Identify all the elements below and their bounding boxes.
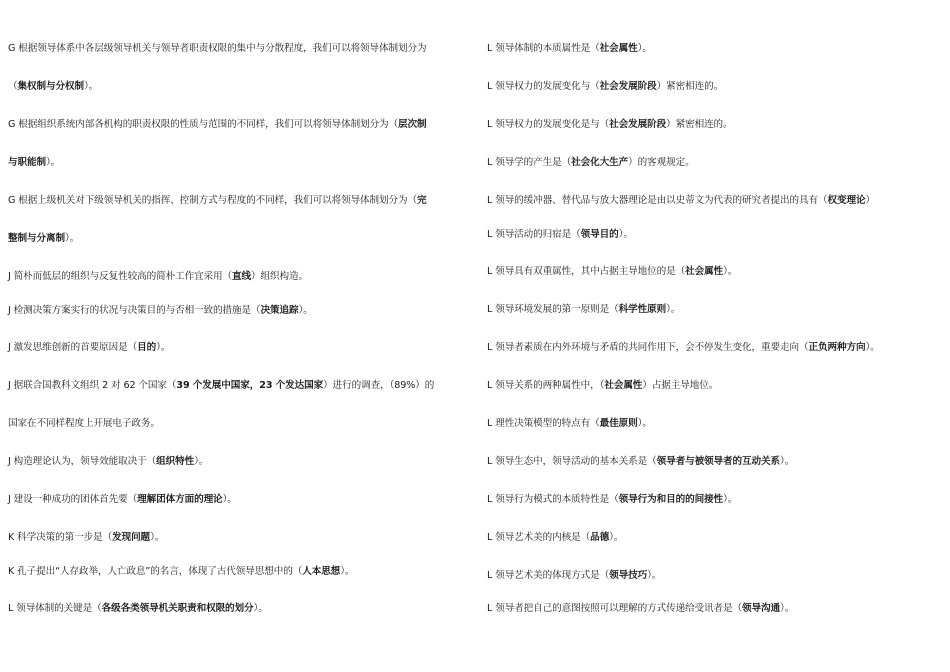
text-line (8, 379, 434, 393)
answer-text: 完 (417, 195, 427, 206)
question-text: J 激发思维创新的首要原因是（ (8, 342, 138, 353)
question-text: L 领导权力的发展变化是与（ (487, 119, 610, 130)
text-line (487, 118, 733, 132)
text-line (8, 156, 60, 170)
question-text: ）。 (340, 566, 355, 577)
question-text: 国家在不同样程度上开展电子政务。 (8, 418, 160, 429)
answer-text: 社会属性 (604, 380, 643, 391)
question-text: L 理性决策模型的特点有（ (487, 418, 600, 429)
question-text: ）。 (83, 81, 99, 92)
answer-text: 领导沟通 (742, 603, 781, 614)
answer-text: 组织特性 (156, 456, 195, 467)
answer-text: 目的 (137, 342, 157, 353)
answer-text: 科学性原则 (618, 304, 667, 315)
question-text: G 根据领导体系中各层级领导机关与领导者职责权限的集中与分散程度，我们可以将领导体制划分为 (8, 43, 427, 54)
text-line (487, 569, 661, 583)
answer-text: 整制与分离制 (8, 233, 65, 244)
text-line (8, 341, 170, 355)
question-text: L 领导权力的发展变化与（ (487, 81, 600, 92)
text-line (487, 42, 652, 56)
question-text: L 领导活动的归宿是（ (487, 229, 581, 240)
question-text: ）紧密相连的。 (656, 81, 724, 92)
answer-text: 领导行为和目的的间接性 (618, 494, 724, 505)
text-line (487, 156, 695, 170)
question-text: ）。 (865, 342, 880, 353)
answer-text: 社会发展阶段 (599, 81, 657, 92)
question-text: ）进行的调查，（89%）的 (323, 380, 435, 391)
text-line (8, 417, 160, 431)
text-line (8, 602, 268, 616)
answer-text: 理解团体方面的理论 (137, 494, 223, 505)
question-text: ）。 (723, 494, 738, 505)
question-text: ）。 (666, 304, 681, 315)
question-text: G 根据上级机关对下级领导机关的指挥、控制方式与程度的不同样，我们可以将领导体制划分为（ (8, 195, 418, 206)
text-line (8, 270, 308, 284)
question-text: K 科学决策的第一步是（ (8, 532, 113, 543)
answer-text: 与职能制 (8, 157, 46, 168)
question-text: ）。 (222, 494, 237, 505)
answer-text: 发现问题 (112, 532, 151, 543)
question-text: ）。 (637, 418, 652, 429)
question-text: ）。 (45, 157, 61, 168)
text-line (8, 455, 208, 469)
answer-text: 最佳原则 (599, 418, 638, 429)
text-line (487, 80, 723, 94)
question-text: ）。 (647, 570, 662, 581)
question-text: L 领导的缓冲器、替代品与放大器理论是由以史蒂文为代表的研究者提出的具有（ (487, 195, 828, 206)
question-text: ）组织构造。 (251, 271, 309, 282)
question-text: J 建设一种成功的团体首先要（ (8, 494, 138, 505)
question-text: ）。 (194, 456, 209, 467)
text-line (487, 602, 794, 616)
answer-text: 权变理论 (827, 195, 866, 206)
question-text: L 领导艺术美的内核是（ (487, 532, 591, 543)
question-text: L 领导者把自己的意图按照可以理解的方式传递给受讯者是（ (487, 603, 743, 614)
text-line (8, 118, 427, 132)
question-text: ）。 (253, 603, 268, 614)
question-text: L 领导环境发展的第一原则是（ (487, 304, 619, 315)
text-line (487, 303, 680, 317)
answer-text: 直线 (232, 271, 252, 282)
answer-text: 社会属性 (685, 266, 724, 277)
question-text: ）。 (780, 456, 795, 467)
question-text: ）的客观规定。 (628, 157, 695, 168)
question-text: L 领导具有双重属性，其中占据主导地位的是（ (487, 266, 686, 277)
question-text: ）。 (64, 233, 80, 244)
answer-text: 领导者与被领导者的互动关系 (656, 456, 781, 467)
question-text: J 构造理论认为，领导效能取决于（ (8, 456, 157, 467)
question-text: ）。 (150, 532, 165, 543)
answer-text: 层次制 (398, 119, 427, 130)
answer-text: 集权制与分权制 (17, 81, 84, 92)
text-line (8, 232, 79, 246)
question-text: J 据联合国教科文组织 2 对 62 个国家（ (8, 380, 177, 391)
question-text: J 简朴而低层的组织与反复性较高的简朴工作宜采用（ (8, 271, 233, 282)
answer-text: 社会属性 (599, 43, 638, 54)
question-text: ）。 (609, 532, 624, 543)
question-text: （ (8, 81, 18, 92)
question-text: ）。 (780, 603, 795, 614)
text-line (8, 80, 98, 94)
text-line (487, 417, 652, 431)
answer-text: 领导技巧 (609, 570, 648, 581)
question-text: ）。 (156, 342, 171, 353)
question-text: ）。 (637, 43, 652, 54)
text-line (8, 42, 427, 56)
answer-text: 社会化大生产 (571, 157, 629, 168)
answer-text: 领导目的 (580, 229, 619, 240)
answer-text: 决策追踪 (260, 305, 299, 316)
question-text: ） (865, 195, 875, 206)
answer-text: 各级各类领导机关职责和权限的划分 (101, 603, 254, 614)
answer-text: 39 个发展中国家，23 个发达国家 (176, 380, 324, 391)
question-text: L 领导体制的关键是（ (8, 603, 102, 614)
question-text: ）。 (298, 305, 313, 316)
text-line (487, 531, 623, 545)
question-text: L 领导学的产生是（ (487, 157, 572, 168)
question-text: L 领导生态中，领导活动的基本关系是（ (487, 456, 657, 467)
answer-text: 社会发展阶段 (609, 119, 667, 130)
text-line (8, 304, 313, 318)
text-line (487, 455, 794, 469)
answer-text: 品德 (590, 532, 610, 543)
text-line (8, 531, 164, 545)
text-line (8, 493, 237, 507)
text-line (487, 194, 875, 208)
text-line (487, 493, 737, 507)
question-text: L 领导关系的两种属性中，（ (487, 380, 605, 391)
question-text: ）紧密相连的。 (666, 119, 733, 130)
answer-text: 人本思想 (302, 566, 341, 577)
answer-text: 正负两种方向 (808, 342, 866, 353)
question-text: K 孔子提出“人存政举，人亡政息”的名言，体现了古代领导思想中的（ (8, 566, 303, 577)
text-line (8, 565, 354, 579)
question-text: J 检测决策方案实行的状况与决策目的与否相一致的措施是（ (8, 305, 261, 316)
text-line (487, 228, 633, 242)
question-text: L 领导者素质在内外环境与矛盾的共同作用下，会不停发生变化，重要走向（ (487, 342, 809, 353)
question-text: ）。 (723, 266, 738, 277)
question-text: L 领导体制的本质属性是（ (487, 43, 600, 54)
question-text: L 领导行为模式的本质特性是（ (487, 494, 619, 505)
text-line (487, 265, 737, 279)
question-text: ）。 (618, 229, 633, 240)
text-line (487, 341, 880, 355)
question-text: L 领导艺术美的体现方式是（ (487, 570, 610, 581)
question-text: ）占据主导地位。 (642, 380, 719, 391)
text-line (487, 379, 718, 393)
question-text: G 根据组织系统内部各机构的职责权限的性质与范围的不同样，我们可以将领导体制划分为（ (8, 119, 399, 130)
text-line (8, 194, 427, 208)
